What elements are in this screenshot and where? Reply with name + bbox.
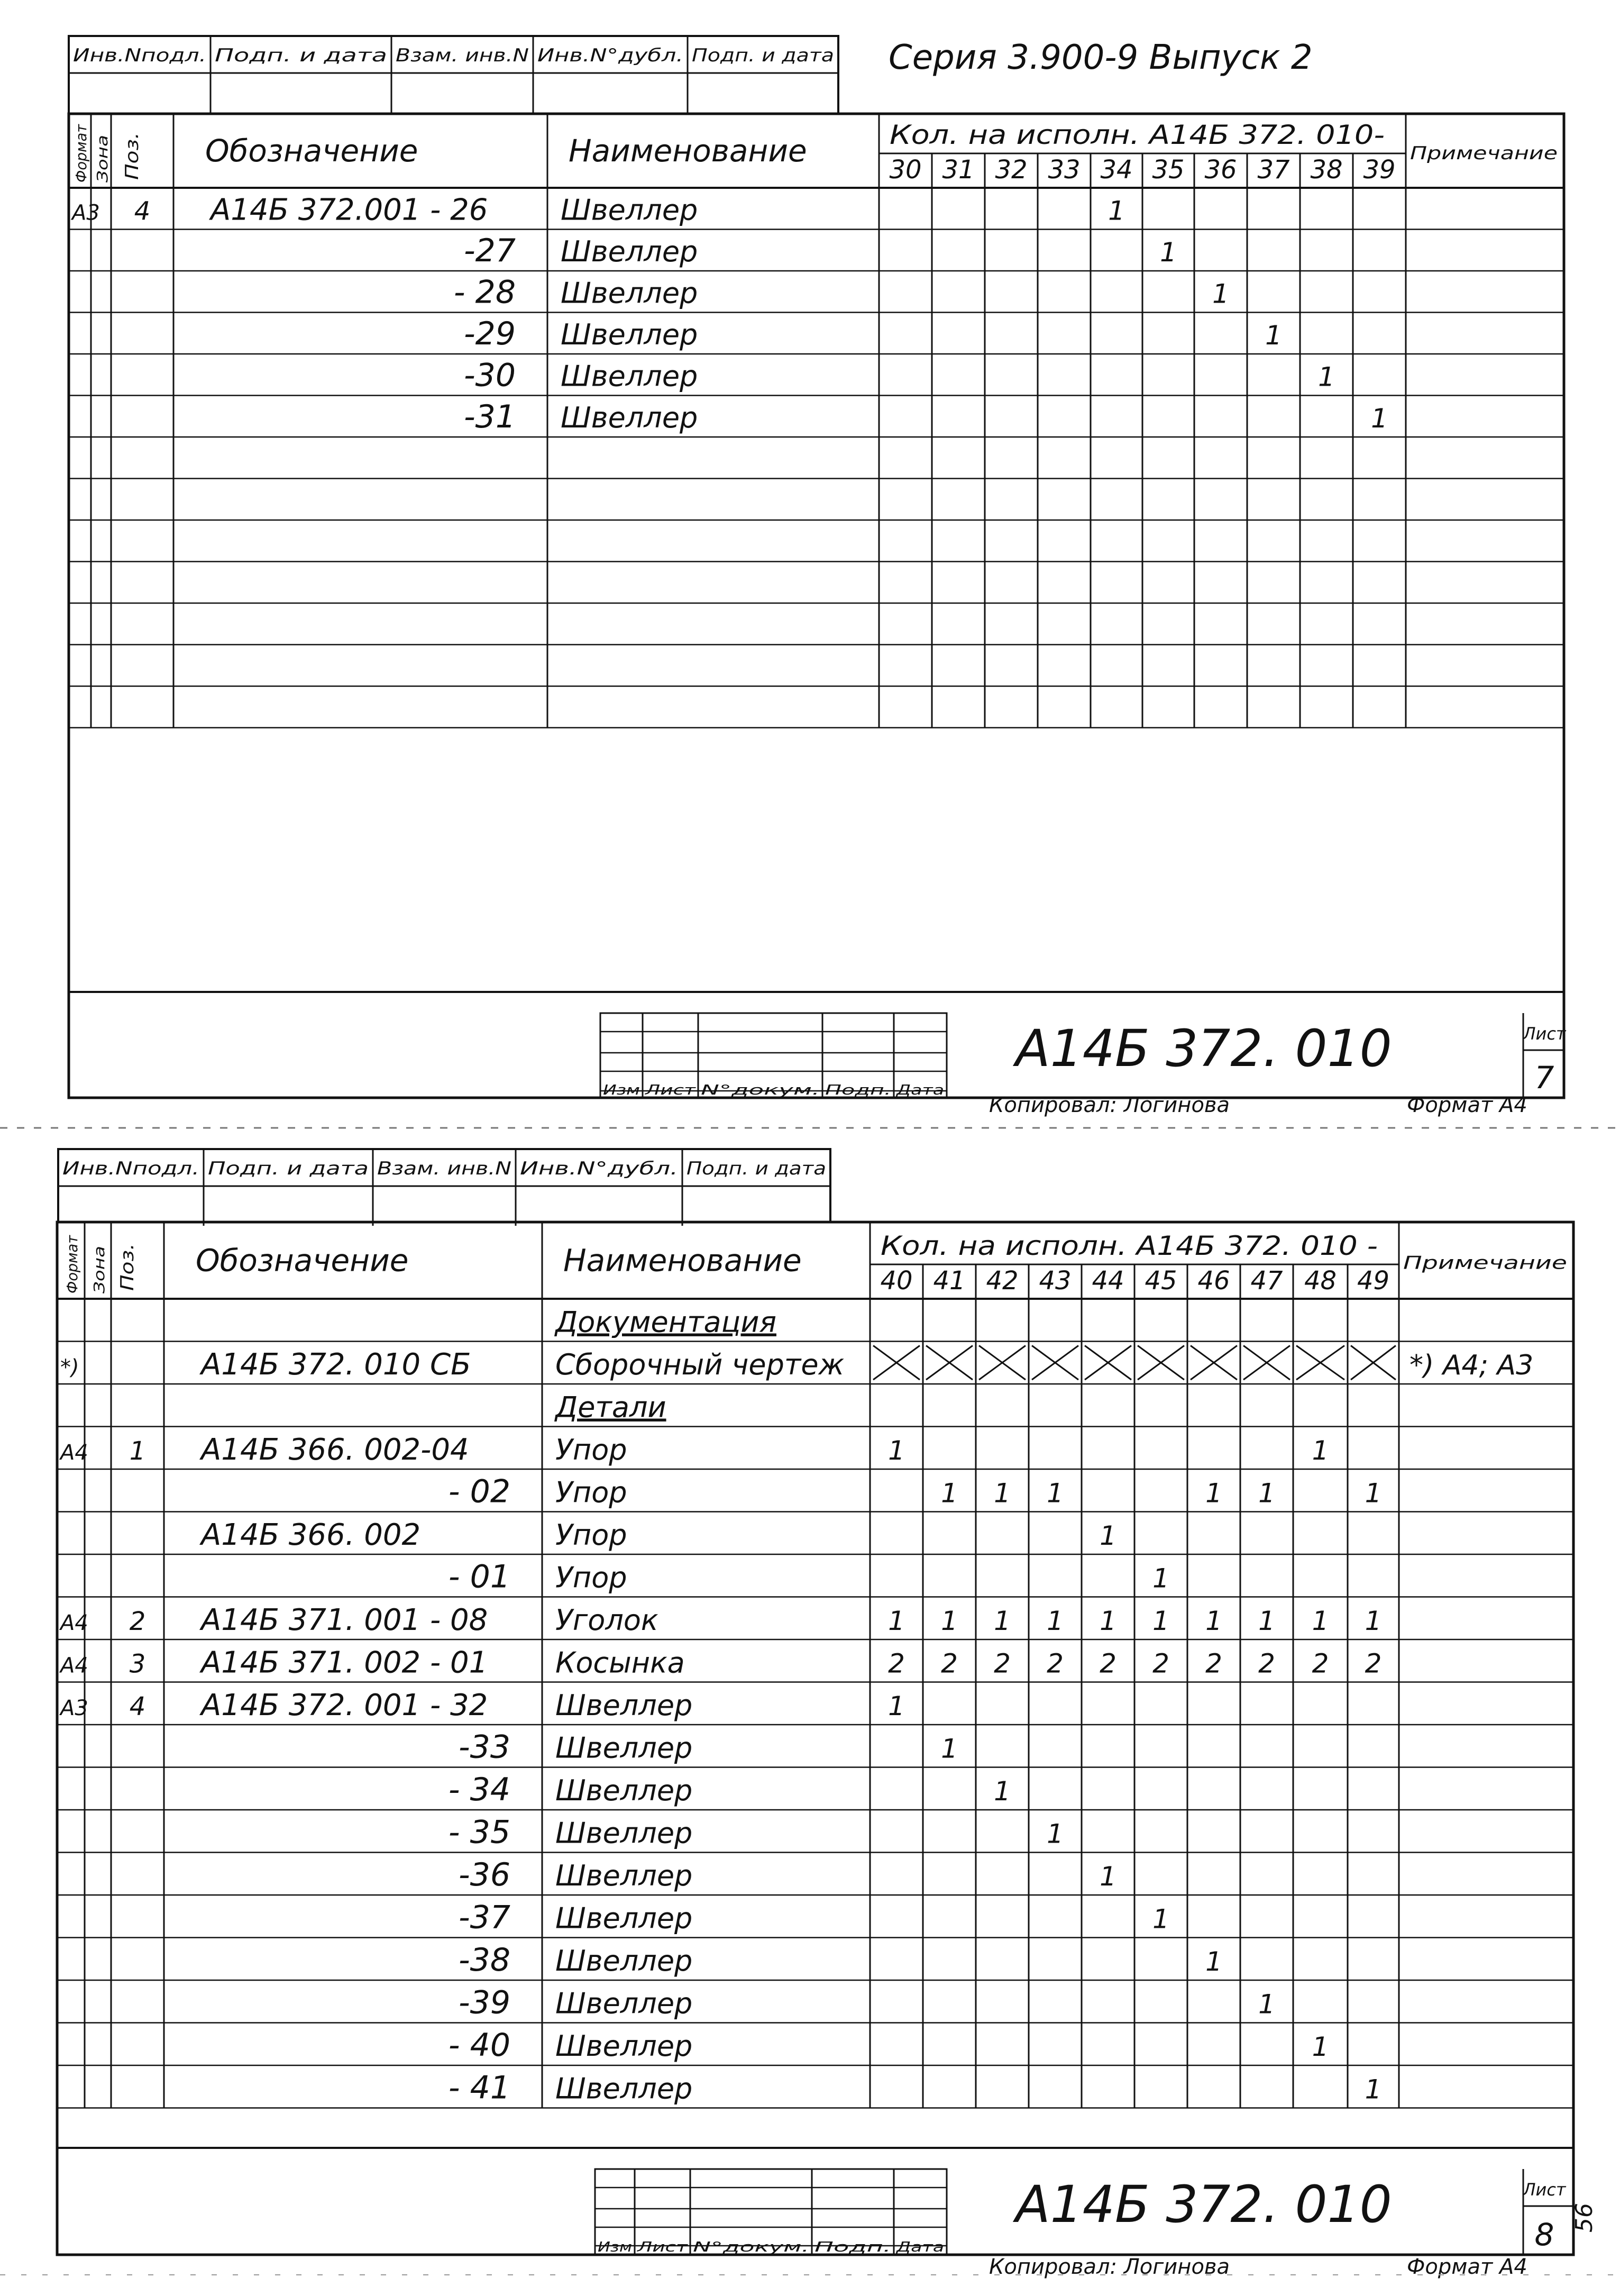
footer-format: Формат А4 bbox=[1407, 2255, 1527, 2279]
edge-mark: 56 bbox=[1571, 2203, 1598, 2233]
sheet-label: Лист bbox=[1523, 1024, 1566, 1044]
qty-cross-value: X bbox=[1002, 1374, 1003, 1375]
table-row bbox=[449, 2070, 1381, 2107]
header-pos: Поз. bbox=[122, 140, 143, 180]
row-name: Швеллер bbox=[555, 1859, 693, 1892]
row-name: Упор bbox=[555, 1475, 627, 1509]
qty-value: 2 bbox=[1365, 1648, 1382, 1679]
row-designation: -36 bbox=[459, 1856, 510, 1893]
qty-value: 1 bbox=[941, 1606, 958, 1636]
qty-column-number: 30 bbox=[889, 155, 922, 185]
qty-cross-value: X bbox=[1320, 1374, 1321, 1375]
row-position: 3 bbox=[129, 1649, 146, 1679]
stamp-header-label: Подп. и дата bbox=[208, 1158, 369, 1179]
qty-value: 1 bbox=[1100, 1606, 1116, 1636]
qty-value: 1 bbox=[1318, 361, 1335, 393]
qty-value: 2 bbox=[1205, 1648, 1222, 1679]
spec-table bbox=[57, 1222, 1573, 2255]
row-name: Швеллер bbox=[555, 1816, 693, 1850]
qty-value: 1 bbox=[994, 1606, 1011, 1636]
row-format: А4 bbox=[60, 1441, 88, 1465]
qty-column-number: 38 bbox=[1310, 155, 1343, 185]
qty-value: 1 bbox=[1152, 1606, 1169, 1636]
qty-column-number: 44 bbox=[1092, 1266, 1124, 1296]
stamp-header-label: Подп. и дата bbox=[692, 45, 834, 66]
stamp-header bbox=[58, 1149, 830, 1226]
table-row bbox=[449, 1559, 1169, 1596]
title-grid-label: Подп. bbox=[814, 2239, 891, 2255]
row-position: 4 bbox=[134, 196, 151, 226]
row-name: Швеллер bbox=[555, 1731, 693, 1765]
document-number: А14Б 372. 010 bbox=[1015, 1019, 1392, 1078]
row-name: Швеллер bbox=[555, 1689, 693, 1722]
qty-value: 1 bbox=[1371, 403, 1388, 434]
row-designation: - 01 bbox=[448, 1558, 510, 1596]
footer-format: Формат А4 bbox=[1407, 1093, 1527, 1117]
table-row bbox=[59, 1433, 1329, 1467]
qty-value: 2 bbox=[1312, 1648, 1329, 1679]
header-designation: Обозначение bbox=[205, 133, 418, 169]
qty-value: 1 bbox=[941, 1478, 958, 1509]
qty-value: 1 bbox=[1258, 1606, 1275, 1636]
sheet-2 bbox=[57, 1149, 1573, 2279]
table-row bbox=[199, 1518, 1116, 1552]
qty-column-number: 32 bbox=[995, 155, 1028, 185]
title-grid-label: N°докум. bbox=[693, 2239, 809, 2255]
row-name: Швеллер bbox=[561, 318, 698, 351]
table-row bbox=[464, 357, 1335, 394]
qty-value: 1 bbox=[1205, 1478, 1222, 1509]
footer-copied: Копировал: Логинова bbox=[989, 2255, 1230, 2279]
table-row bbox=[464, 232, 1177, 269]
table-row bbox=[59, 1603, 1381, 1637]
row-position: 2 bbox=[129, 1607, 146, 1636]
row-format: А3 bbox=[60, 1696, 88, 1720]
stamp-header-label: Взам. инв.N bbox=[377, 1158, 511, 1179]
header-name: Наименование bbox=[563, 1242, 802, 1279]
title-block bbox=[57, 2148, 1573, 2255]
table-row bbox=[459, 1984, 1275, 2021]
table-row bbox=[464, 398, 1388, 435]
qty-column-number: 37 bbox=[1257, 155, 1290, 185]
row-name: Швеллер bbox=[561, 193, 698, 227]
qty-value: 2 bbox=[1047, 1648, 1064, 1679]
row-designation: А14Б 372. 001 - 32 bbox=[201, 1688, 488, 1723]
row-name: Косынка bbox=[555, 1646, 685, 1680]
title-grid-label: Изм bbox=[603, 1082, 640, 1098]
row-name: Швеллер bbox=[555, 2029, 693, 2063]
header-qty-title: Кол. на исполн. А14Б 372. 010 - bbox=[881, 1231, 1378, 1261]
qty-value: 1 bbox=[1205, 1606, 1222, 1636]
sheet-number: 7 bbox=[1534, 1060, 1554, 1096]
qty-value: 1 bbox=[941, 1733, 958, 1764]
qty-value: 1 bbox=[994, 1776, 1011, 1807]
row-format: *) bbox=[60, 1355, 79, 1380]
qty-value: 1 bbox=[1312, 2031, 1329, 2062]
row-designation: - 35 bbox=[448, 1814, 510, 1851]
series-title: Серия 3.900-9 Выпуск 2 bbox=[889, 38, 1313, 77]
qty-column-number: 39 bbox=[1363, 155, 1396, 185]
table-row bbox=[459, 1856, 1116, 1893]
qty-cross-value: X bbox=[1266, 1374, 1267, 1375]
row-designation: -31 bbox=[464, 398, 516, 435]
qty-value: 1 bbox=[1312, 1606, 1329, 1636]
row-name: Швеллер bbox=[555, 1774, 693, 1807]
table-row bbox=[459, 1942, 1222, 1979]
qty-value: 2 bbox=[1152, 1648, 1169, 1679]
table-row bbox=[449, 1771, 1011, 1808]
header-qty-title: Кол. на исполн. А14Б 372. 010- bbox=[890, 120, 1385, 150]
qty-column-number: 43 bbox=[1039, 1266, 1072, 1296]
table-row bbox=[554, 1391, 666, 1424]
qty-column-number: 36 bbox=[1204, 155, 1237, 185]
row-designation: А14Б 366. 002-04 bbox=[201, 1433, 469, 1467]
header-zone: Зона bbox=[94, 145, 111, 183]
row-designation: -38 bbox=[459, 1942, 510, 1979]
header-name: Наименование bbox=[569, 133, 807, 169]
row-name: Швеллер bbox=[561, 401, 698, 434]
table-row bbox=[59, 1688, 905, 1723]
table-row bbox=[554, 1306, 776, 1339]
section-heading: Документация bbox=[555, 1305, 776, 1339]
title-grid-label: Лист bbox=[644, 1082, 697, 1098]
row-name: Швеллер bbox=[561, 276, 698, 310]
qty-value: 1 bbox=[1108, 195, 1125, 226]
row-name: Швеллер bbox=[561, 235, 698, 268]
row-format: А4 bbox=[60, 1653, 88, 1678]
title-grid-label: N°докум. bbox=[701, 1082, 820, 1098]
row-name: Швеллер bbox=[555, 1901, 693, 1935]
header-format: Формат bbox=[63, 1233, 81, 1293]
header-zone: Зона bbox=[90, 1256, 108, 1293]
header-note: Примечание bbox=[1410, 143, 1558, 164]
row-designation: -27 bbox=[464, 232, 516, 269]
stamp-header-label: Взам. инв.N bbox=[396, 45, 529, 66]
row-designation: А14Б 371. 001 - 08 bbox=[201, 1603, 488, 1637]
qty-value: 1 bbox=[994, 1478, 1011, 1509]
qty-value: 1 bbox=[1365, 2074, 1382, 2105]
qty-column-number: 31 bbox=[942, 155, 975, 185]
title-block bbox=[69, 992, 1567, 1098]
qty-column-number: 35 bbox=[1152, 155, 1185, 185]
title-grid-label: Дата bbox=[895, 1082, 944, 1098]
sheet-label: Лист bbox=[1523, 2180, 1566, 2200]
table-row bbox=[459, 1899, 1169, 1936]
title-grid-label: Дата bbox=[895, 2239, 944, 2255]
qty-value: 2 bbox=[1258, 1648, 1275, 1679]
qty-column-number: 49 bbox=[1357, 1266, 1390, 1296]
table-row bbox=[454, 274, 1229, 311]
row-name: Швеллер bbox=[555, 1987, 693, 2020]
qty-value: 1 bbox=[1047, 1606, 1064, 1636]
table-row bbox=[449, 2027, 1329, 2064]
qty-value: 1 bbox=[1047, 1478, 1064, 1509]
row-name: Упор bbox=[555, 1518, 627, 1552]
qty-value: 1 bbox=[888, 1435, 905, 1466]
qty-column-number: 46 bbox=[1197, 1266, 1230, 1296]
qty-column-number: 40 bbox=[880, 1266, 913, 1296]
row-note: *) А4; А3 bbox=[1410, 1350, 1534, 1381]
stamp-header-label: Инв.Nподл. bbox=[62, 1158, 199, 1179]
row-designation: -30 bbox=[464, 357, 516, 394]
stamp-header-label: Подп. и дата bbox=[215, 45, 387, 66]
row-name: Швеллер bbox=[555, 2072, 693, 2106]
row-name: Упор bbox=[555, 1561, 627, 1595]
title-grid-label: Подп. bbox=[825, 1082, 891, 1098]
title-grid-label: Изм bbox=[598, 2239, 632, 2255]
footer-copied: Копировал: Логинова bbox=[989, 1093, 1230, 1117]
row-position: 4 bbox=[129, 1692, 146, 1721]
stamp-header bbox=[69, 36, 838, 114]
qty-value: 1 bbox=[1258, 1478, 1275, 1509]
qty-value: 1 bbox=[1365, 1478, 1382, 1509]
row-designation: -33 bbox=[459, 1728, 510, 1766]
spec-table bbox=[69, 114, 1564, 1098]
qty-value: 2 bbox=[994, 1648, 1011, 1679]
row-designation: -29 bbox=[464, 315, 516, 352]
qty-column-number: 47 bbox=[1250, 1266, 1283, 1296]
qty-value: 1 bbox=[1160, 237, 1177, 268]
row-name: Швеллер bbox=[561, 359, 698, 393]
stamp-header-label: Подп. и дата bbox=[687, 1158, 826, 1179]
row-designation: А14Б 366. 002 bbox=[201, 1518, 421, 1552]
qty-cross-value: X bbox=[896, 1374, 897, 1375]
row-format: А3 bbox=[72, 201, 100, 225]
qty-column-number: 34 bbox=[1100, 155, 1133, 185]
row-designation: - 02 bbox=[448, 1473, 510, 1510]
qty-value: 1 bbox=[1100, 1520, 1116, 1551]
qty-value: 1 bbox=[1265, 320, 1282, 351]
row-designation: А14Б 372. 010 СБ bbox=[201, 1347, 471, 1382]
header-pos: Поз. bbox=[117, 1251, 138, 1291]
qty-value: 1 bbox=[1152, 1903, 1169, 1935]
qty-column-number: 45 bbox=[1145, 1266, 1177, 1296]
row-position: 1 bbox=[129, 1436, 146, 1466]
header-note: Примечание bbox=[1403, 1252, 1567, 1274]
qty-column-number: 42 bbox=[986, 1266, 1019, 1296]
stamp-header-label: Инв.N°дубл. bbox=[520, 1158, 678, 1179]
table-row bbox=[449, 1473, 1381, 1510]
section-heading: Детали bbox=[555, 1390, 666, 1424]
sheet-number: 8 bbox=[1534, 2217, 1554, 2253]
qty-value: 1 bbox=[1205, 1946, 1222, 1977]
qty-value: 2 bbox=[888, 1648, 905, 1679]
qty-cross-value: X bbox=[1213, 1374, 1214, 1375]
row-designation: - 41 bbox=[448, 2069, 510, 2107]
qty-value: 1 bbox=[1212, 278, 1229, 309]
qty-cross-value: X bbox=[1160, 1374, 1161, 1375]
qty-value: 1 bbox=[1100, 1861, 1116, 1892]
table-row bbox=[59, 1646, 1381, 1680]
title-grid-label: Лист bbox=[636, 2239, 689, 2255]
sheet-frame bbox=[69, 114, 1564, 1098]
qty-value: 1 bbox=[888, 1606, 905, 1636]
row-designation: А14Б 372.001 - 26 bbox=[210, 193, 488, 227]
table-row bbox=[464, 315, 1282, 352]
qty-cross-value: X bbox=[1373, 1374, 1374, 1375]
row-name: Сборочный чертеж bbox=[555, 1348, 845, 1381]
qty-column-number: 41 bbox=[933, 1266, 966, 1296]
qty-column-number: 33 bbox=[1048, 155, 1081, 185]
row-name: Уголок bbox=[555, 1603, 658, 1637]
row-designation: -37 bbox=[459, 1899, 510, 1936]
row-designation: -39 bbox=[459, 1984, 510, 2021]
row-format: А4 bbox=[60, 1611, 88, 1635]
qty-value: 1 bbox=[1312, 1435, 1329, 1466]
table-row bbox=[449, 1814, 1064, 1851]
table-row bbox=[60, 1346, 1533, 1382]
row-name: Упор bbox=[555, 1433, 627, 1466]
qty-value: 2 bbox=[1100, 1648, 1116, 1679]
qty-value: 1 bbox=[1047, 1818, 1064, 1849]
row-designation: - 34 bbox=[448, 1771, 510, 1808]
qty-value: 2 bbox=[941, 1648, 958, 1679]
row-designation: А14Б 371. 002 - 01 bbox=[201, 1645, 488, 1680]
qty-cross-value: X bbox=[1108, 1374, 1109, 1375]
row-designation: - 40 bbox=[448, 2027, 510, 2064]
header-designation: Обозначение bbox=[196, 1242, 409, 1279]
qty-value: 1 bbox=[1258, 1989, 1275, 2020]
qty-column-number: 48 bbox=[1304, 1266, 1337, 1296]
qty-value: 1 bbox=[1365, 1606, 1382, 1636]
qty-cross-value: X bbox=[1055, 1374, 1056, 1375]
sheet-1 bbox=[69, 36, 1567, 1117]
row-designation: - 28 bbox=[453, 274, 516, 311]
qty-value: 1 bbox=[888, 1691, 905, 1721]
document-number: А14Б 372. 010 bbox=[1015, 2175, 1392, 2234]
row-name: Швеллер bbox=[555, 1944, 693, 1978]
qty-value: 1 bbox=[1152, 1563, 1169, 1594]
qty-cross-value: X bbox=[949, 1374, 950, 1375]
table-row bbox=[459, 1729, 958, 1766]
table-row bbox=[70, 193, 1125, 227]
header-format: Формат bbox=[72, 122, 90, 183]
stamp-header-label: Инв.N°дубл. bbox=[537, 45, 683, 66]
stamp-header-label: Инв.Nподл. bbox=[73, 45, 206, 66]
